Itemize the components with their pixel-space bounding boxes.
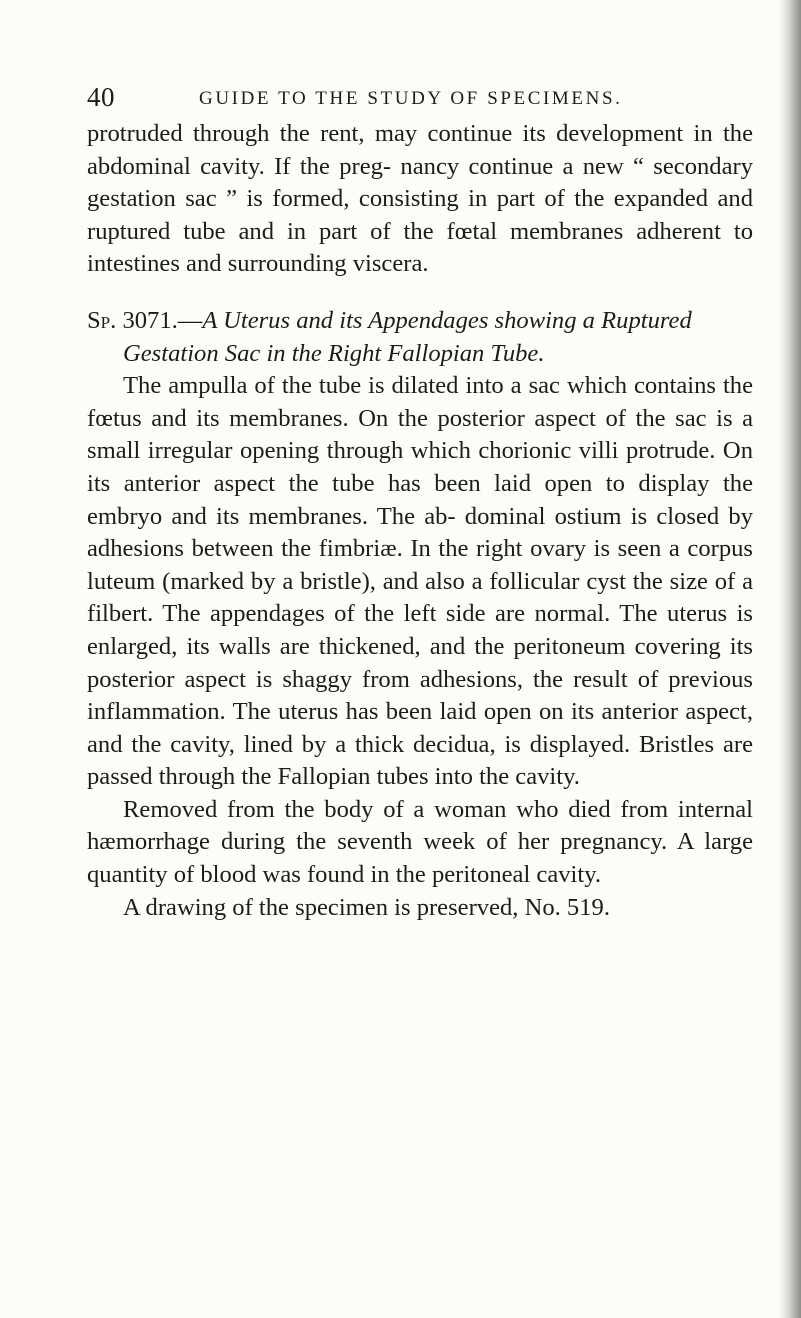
specimen-prefix: Sp. bbox=[87, 306, 117, 334]
drawing-note: A drawing of the specimen is preserved, No. 519. bbox=[123, 893, 610, 921]
specimen-heading bbox=[87, 305, 753, 370]
running-head: GUIDE TO THE STUDY OF SPECIMENS. bbox=[199, 88, 623, 109]
history-paragraph: Removed from the body of a woman who died from internal hæmorrhage during the seventh week of her pregnancy. A large quantity of blood was found in the peritoneal cavity. bbox=[87, 795, 753, 889]
specimen-title: A Uterus and its Appendages showing a Ruptured Gestation Sac in the Right Fallopian Tube. bbox=[123, 306, 692, 367]
page-number: 40 bbox=[87, 82, 115, 112]
description-paragraph: The ampulla of the tube is dilated into a sac which contains the fœtus and its membranes. On the posterior aspect of the sac is a small irregular opening through which chorionic villi protrude. On its anterior aspect the tube has been laid open to display the embryo and its membranes. The ab- dominal ostium is closed by adhesions between the fimbriæ. In the right ovary is seen a corpus luteum (marked by a bristle), and also a follicular cyst the size of a filbert. The appendages of the left side are normal. The uterus is enlarged, its walls are thickened, and the peritoneum covering its posterior aspect is shaggy from adhesions, the result of previous inflammation. The uterus has been laid open on its anterior aspect, and the cavity, lined by a thick decidua, is displayed. Bristles are passed through the Fallopian tubes into the cavity. bbox=[87, 372, 753, 791]
page-header bbox=[87, 82, 747, 122]
page-edge-shadow bbox=[779, 0, 801, 1318]
text-body bbox=[87, 118, 753, 924]
specimen-number: 3071.— bbox=[122, 306, 203, 334]
continuation-paragraph: protruded through the rent, may continue its development in the abdominal cavity. If the preg- nancy continue a new “ secondary gestation sac ” is formed, consisting in part of the expanded and ruptured tube and in part of the fœtal membranes adherent to intestines and surrounding viscera. bbox=[87, 120, 753, 278]
